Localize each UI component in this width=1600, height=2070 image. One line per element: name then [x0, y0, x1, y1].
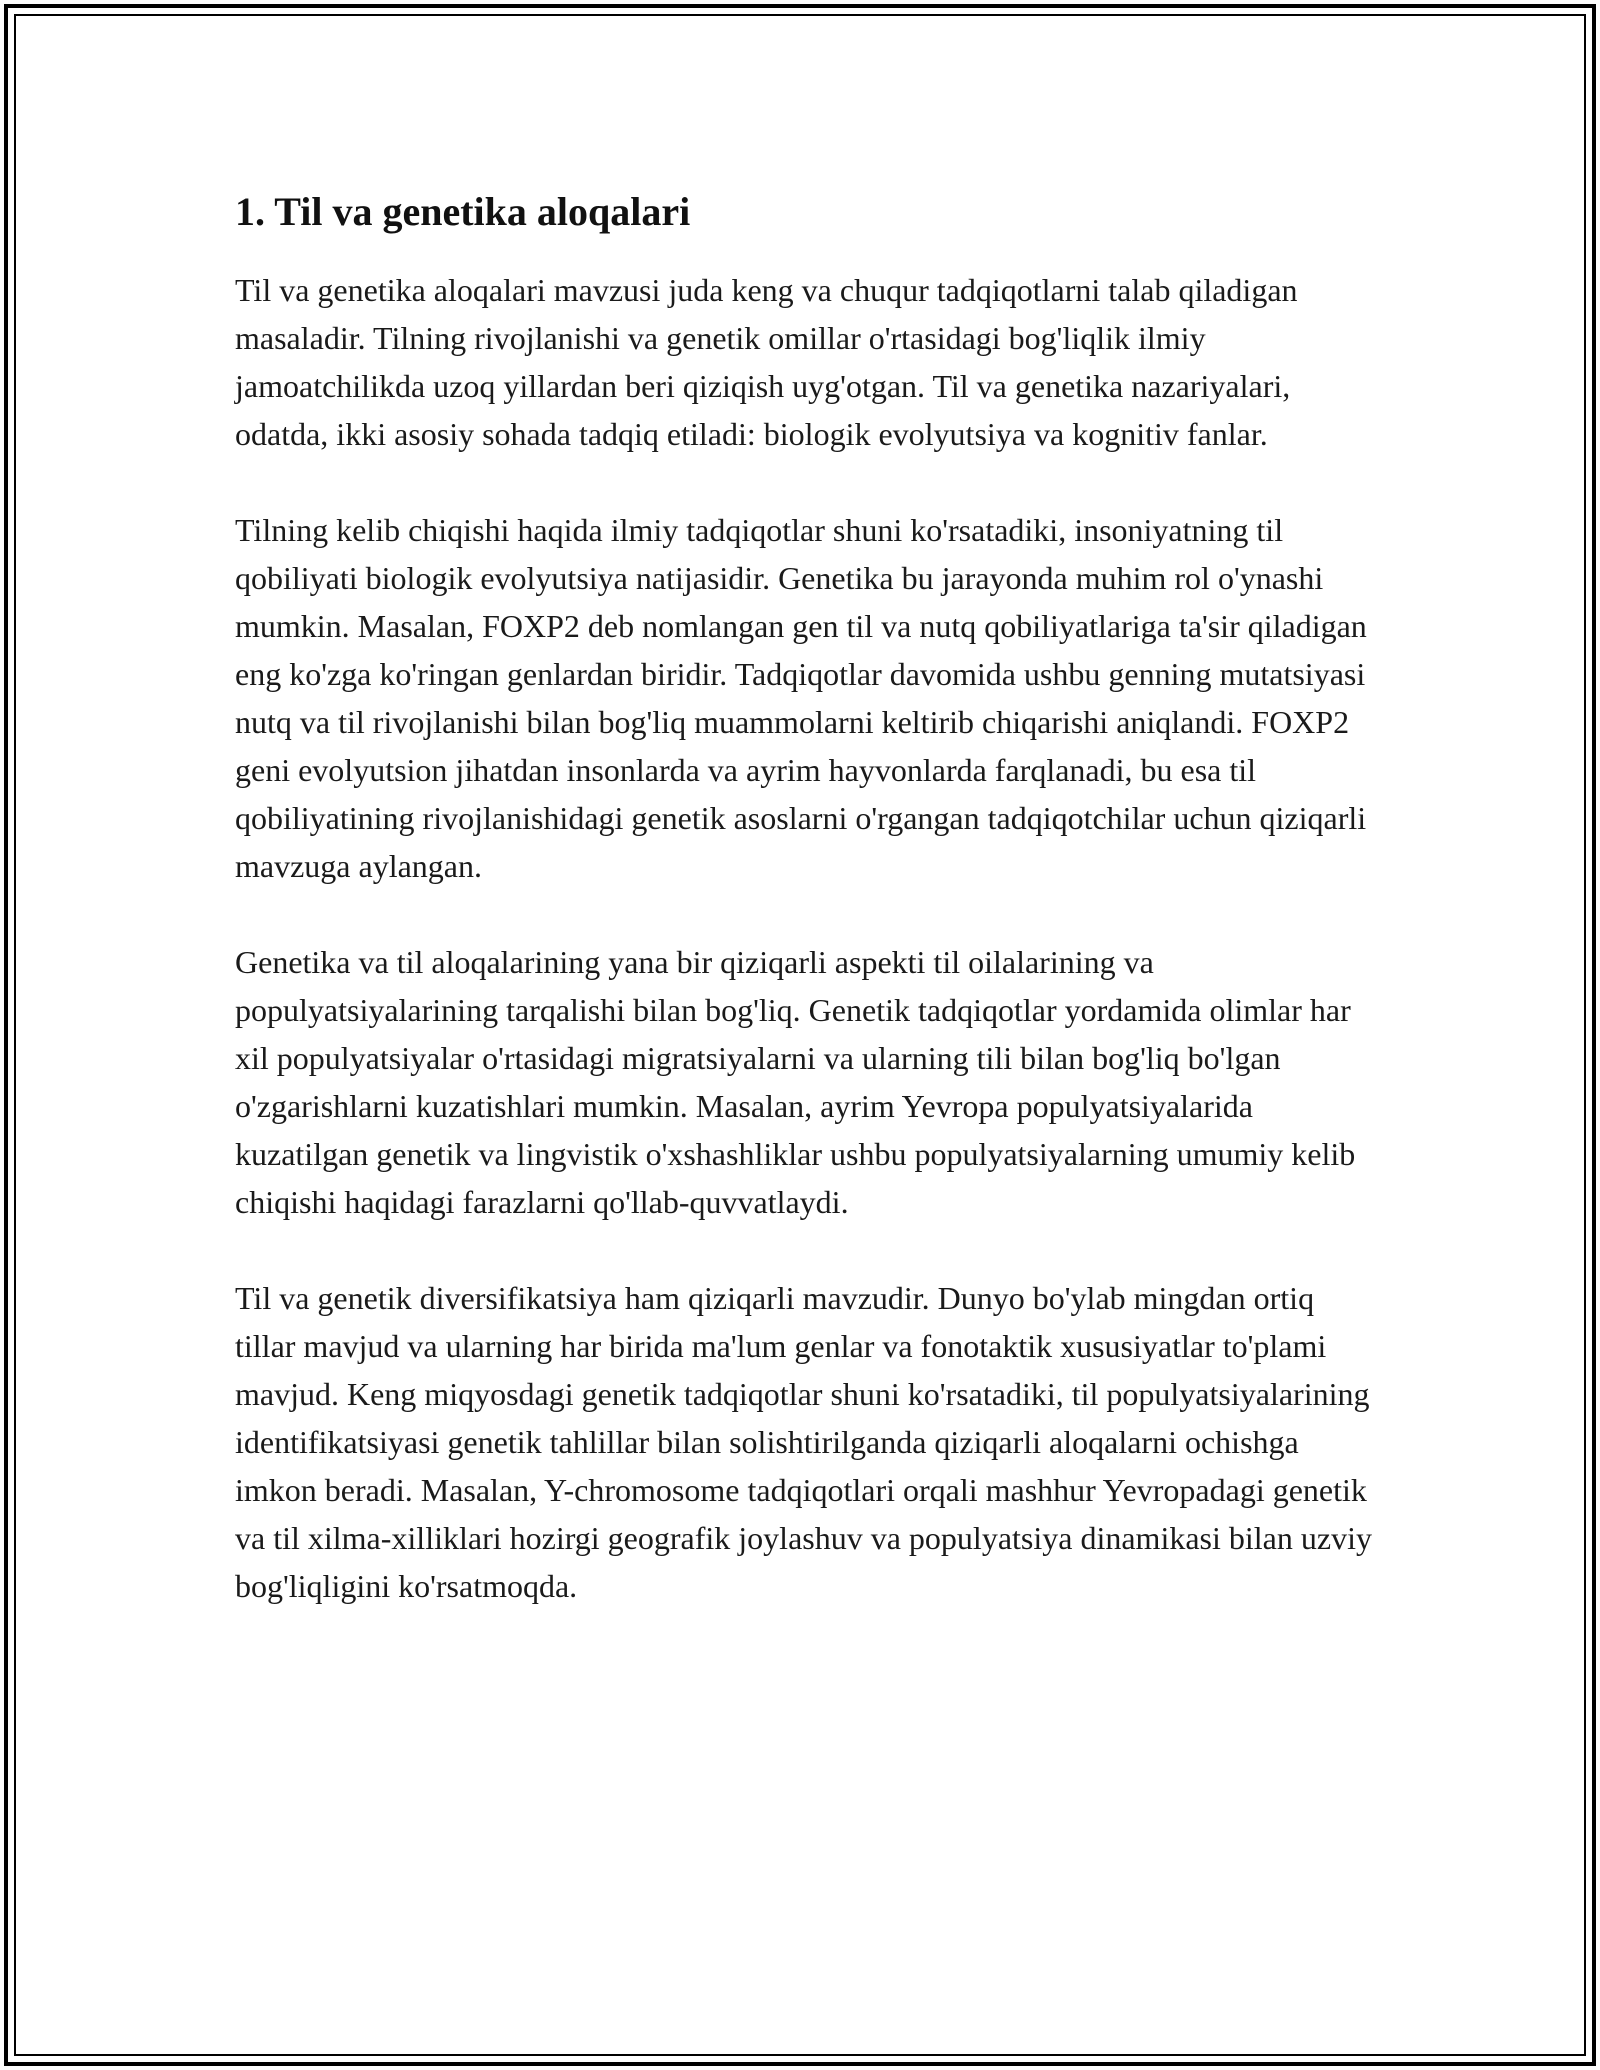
- section-heading: 1. Til va genetika aloqalari: [235, 189, 691, 234]
- paragraph-3: Genetika va til aloqalarining yana bir qiziqarli aspekti til oilalarining va populyatsiyalarining tarqalishi bilan bog'liq. Genetik tadqiqotlar yordamida olimlar har xil populyatsiyalar o'rtasidagi migratsiyalarni va ularning tili bilan bog'liq bo'lgan o'zgarishlarni kuzatishlari mumkin. Masalan, ayrim Yevropa populyatsiyalarida kuzatilgan genetik va lingvistik o'xshashliklar ushbu populyatsiyalarning umumiy kelib chiqishi haqidagi farazlarni qo'llab-quvvatlaydi.: [235, 944, 1356, 1220]
- document-body: [235, 186, 1380, 1658]
- paragraph-4: Til va genetik diversifikatsiya ham qiziqarli mavzudir. Dunyo bo'ylab mingdan ortiq tillar mavjud va ularning har birida ma'lum genlar va fonotaktik xususiyatlar to'plami mavjud. Keng miqyosdagi genetik tadqiqotlar shuni ko'rsatadiki, til populyatsiyalarining identifikatsiyasi genetik tahlillar bilan solishtirilganda qiziqarli aloqalarni ochishga imkon beradi. Masalan, Y-chromosome tadqiqotlari orqali mashhur Yevropadagi genetik va til xilma-xilliklari hozirgi geografik joylashuv va populyatsiya dinamikasi bilan uzviy bog'liqligini ko'rsatmoqda.: [235, 1280, 1372, 1604]
- paragraph-2: Tilning kelib chiqishi haqida ilmiy tadqiqotlar shuni ko'rsatadiki, insoniyatning til qobiliyati biologik evolyutsiya natijasidir. Genetika bu jarayonda muhim rol o'ynashi mumkin. Masalan, FOXP2 deb nomlangan gen til va nutq qobiliyatlariga ta'sir qiladigan eng ko'zga ko'ringan genlardan biridir. Tadqiqotlar davomida ushbu genning mutatsiyasi nutq va til rivojlanishi bilan bog'liq muammolarni keltirib chiqarishi aniqlandi. FOXP2 geni evolyutsion jihatdan insonlarda va ayrim hayvonlarda farqlanadi, bu esa til qobiliyatining rivojlanishidagi genetik asoslarni o'rgangan tadqiqotchilar uchun qiziqarli mavzuga aylangan.: [235, 512, 1367, 884]
- paragraph-1: Til va genetika aloqalari mavzusi juda keng va chuqur tadqiqotlarni talab qiladigan masaladir. Tilning rivojlanishi va genetik omillar o'rtasidagi bog'liqlik ilmiy jamoatchilikda uzoq yillardan beri qiziqish uyg'otgan. Til va genetika nazariyalari, odatda, ikki asosiy sohada tadqiq etiladi: biologik evolyutsiya va kognitiv fanlar.: [235, 272, 1298, 452]
